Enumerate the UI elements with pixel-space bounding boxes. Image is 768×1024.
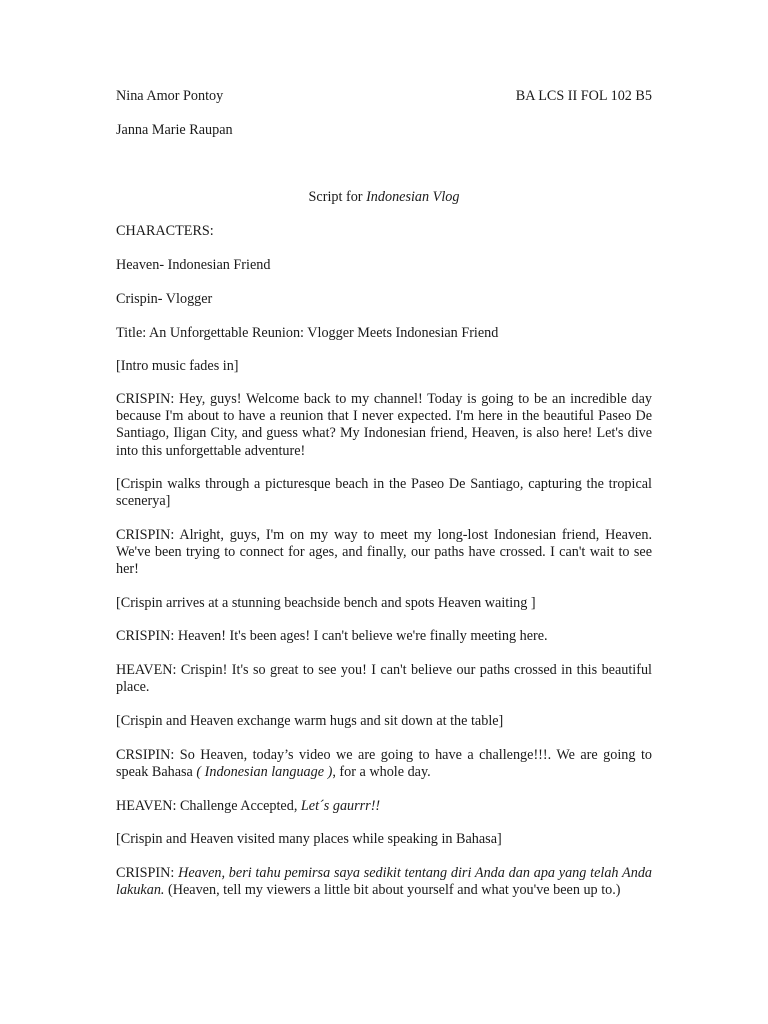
character-crispin: Crispin- Vlogger	[116, 291, 213, 307]
document-heading	[116, 189, 652, 206]
dialogue-paragraph	[116, 798, 652, 815]
stage-direction: [Crispin and Heaven exchange warm hugs and sit down at the table]	[116, 713, 504, 729]
heading-italic: Indonesian Vlog	[366, 189, 460, 205]
dialogue-text: , for a whole day.	[332, 764, 431, 781]
character-heaven: Heaven- Indonesian Friend	[116, 257, 271, 273]
characters-label: CHARACTERS:	[116, 223, 214, 239]
stage-direction: [Intro music fades in]	[116, 358, 239, 374]
stage-direction: [Crispin arrives at a stunning beachside bench and spots Heaven waiting ]	[116, 595, 536, 611]
dialogue-text: CRSIPIN: So Heaven, today’s video we are going to have a challenge!!!. We are going to speak Bahasa	[116, 747, 652, 781]
dialogue-paragraph: CRISPIN: Hey, guys! Welcome back to my channel! Today is going to be an incredible day because I'm about to have a reunion that I never expected. I'm here in the beautiful Paseo De Santiago, Iligan City, and guess what? My Indonesian friend, Heaven, is also here! Let's dive into this unforgettable adventure!	[116, 391, 652, 459]
author-name-1: Nina Amor Pontoy	[116, 88, 224, 104]
dialogue-paragraph: HEAVEN: Crispin! It's so great to see you! I can't believe our paths crossed in this beautiful place.	[116, 662, 652, 696]
dialogue-text: (Heaven, tell my viewers a little bit about yourself and what you've been up to.)	[164, 882, 621, 899]
stage-direction: [Crispin and Heaven visited many places while speaking in Bahasa]	[116, 831, 502, 847]
dialogue-italic: Heaven, beri tahu pemirsa saya sedikit tentang diri Anda dan apa yang telah Anda lakukan.	[116, 865, 653, 899]
stage-direction: [Crispin walks through a picturesque beach in the Paseo De Santiago, capturing the tropical scenerya]	[116, 476, 652, 510]
dialogue-text: CRISPIN:	[116, 865, 179, 881]
dialogue-paragraph: CRISPIN: Alright, guys, I'm on my way to meet my long-lost Indonesian friend, Heaven. We've been trying to connect for ages, and finally, our paths have crossed. I can't wait to see her!	[116, 527, 652, 578]
dialogue-italic: ( Indonesian language )	[196, 764, 333, 781]
heading-prefix: Script for	[308, 189, 367, 205]
dialogue-text: HEAVEN: Challenge Accepted,	[116, 798, 301, 814]
dialogue-paragraph	[116, 747, 652, 781]
dialogue-paragraph	[116, 865, 652, 899]
script-title: Title: An Unforgettable Reunion: Vlogger Meets Indonesian Friend	[116, 325, 499, 341]
dialogue-paragraph: CRISPIN: Heaven! It's been ages! I can't believe we're finally meeting here.	[116, 628, 548, 644]
course-code: BA LCS II FOL 102 B5	[515, 88, 652, 104]
dialogue-italic: Let´s gaurrr!!	[300, 798, 381, 814]
author-name-2: Janna Marie Raupan	[116, 122, 233, 138]
